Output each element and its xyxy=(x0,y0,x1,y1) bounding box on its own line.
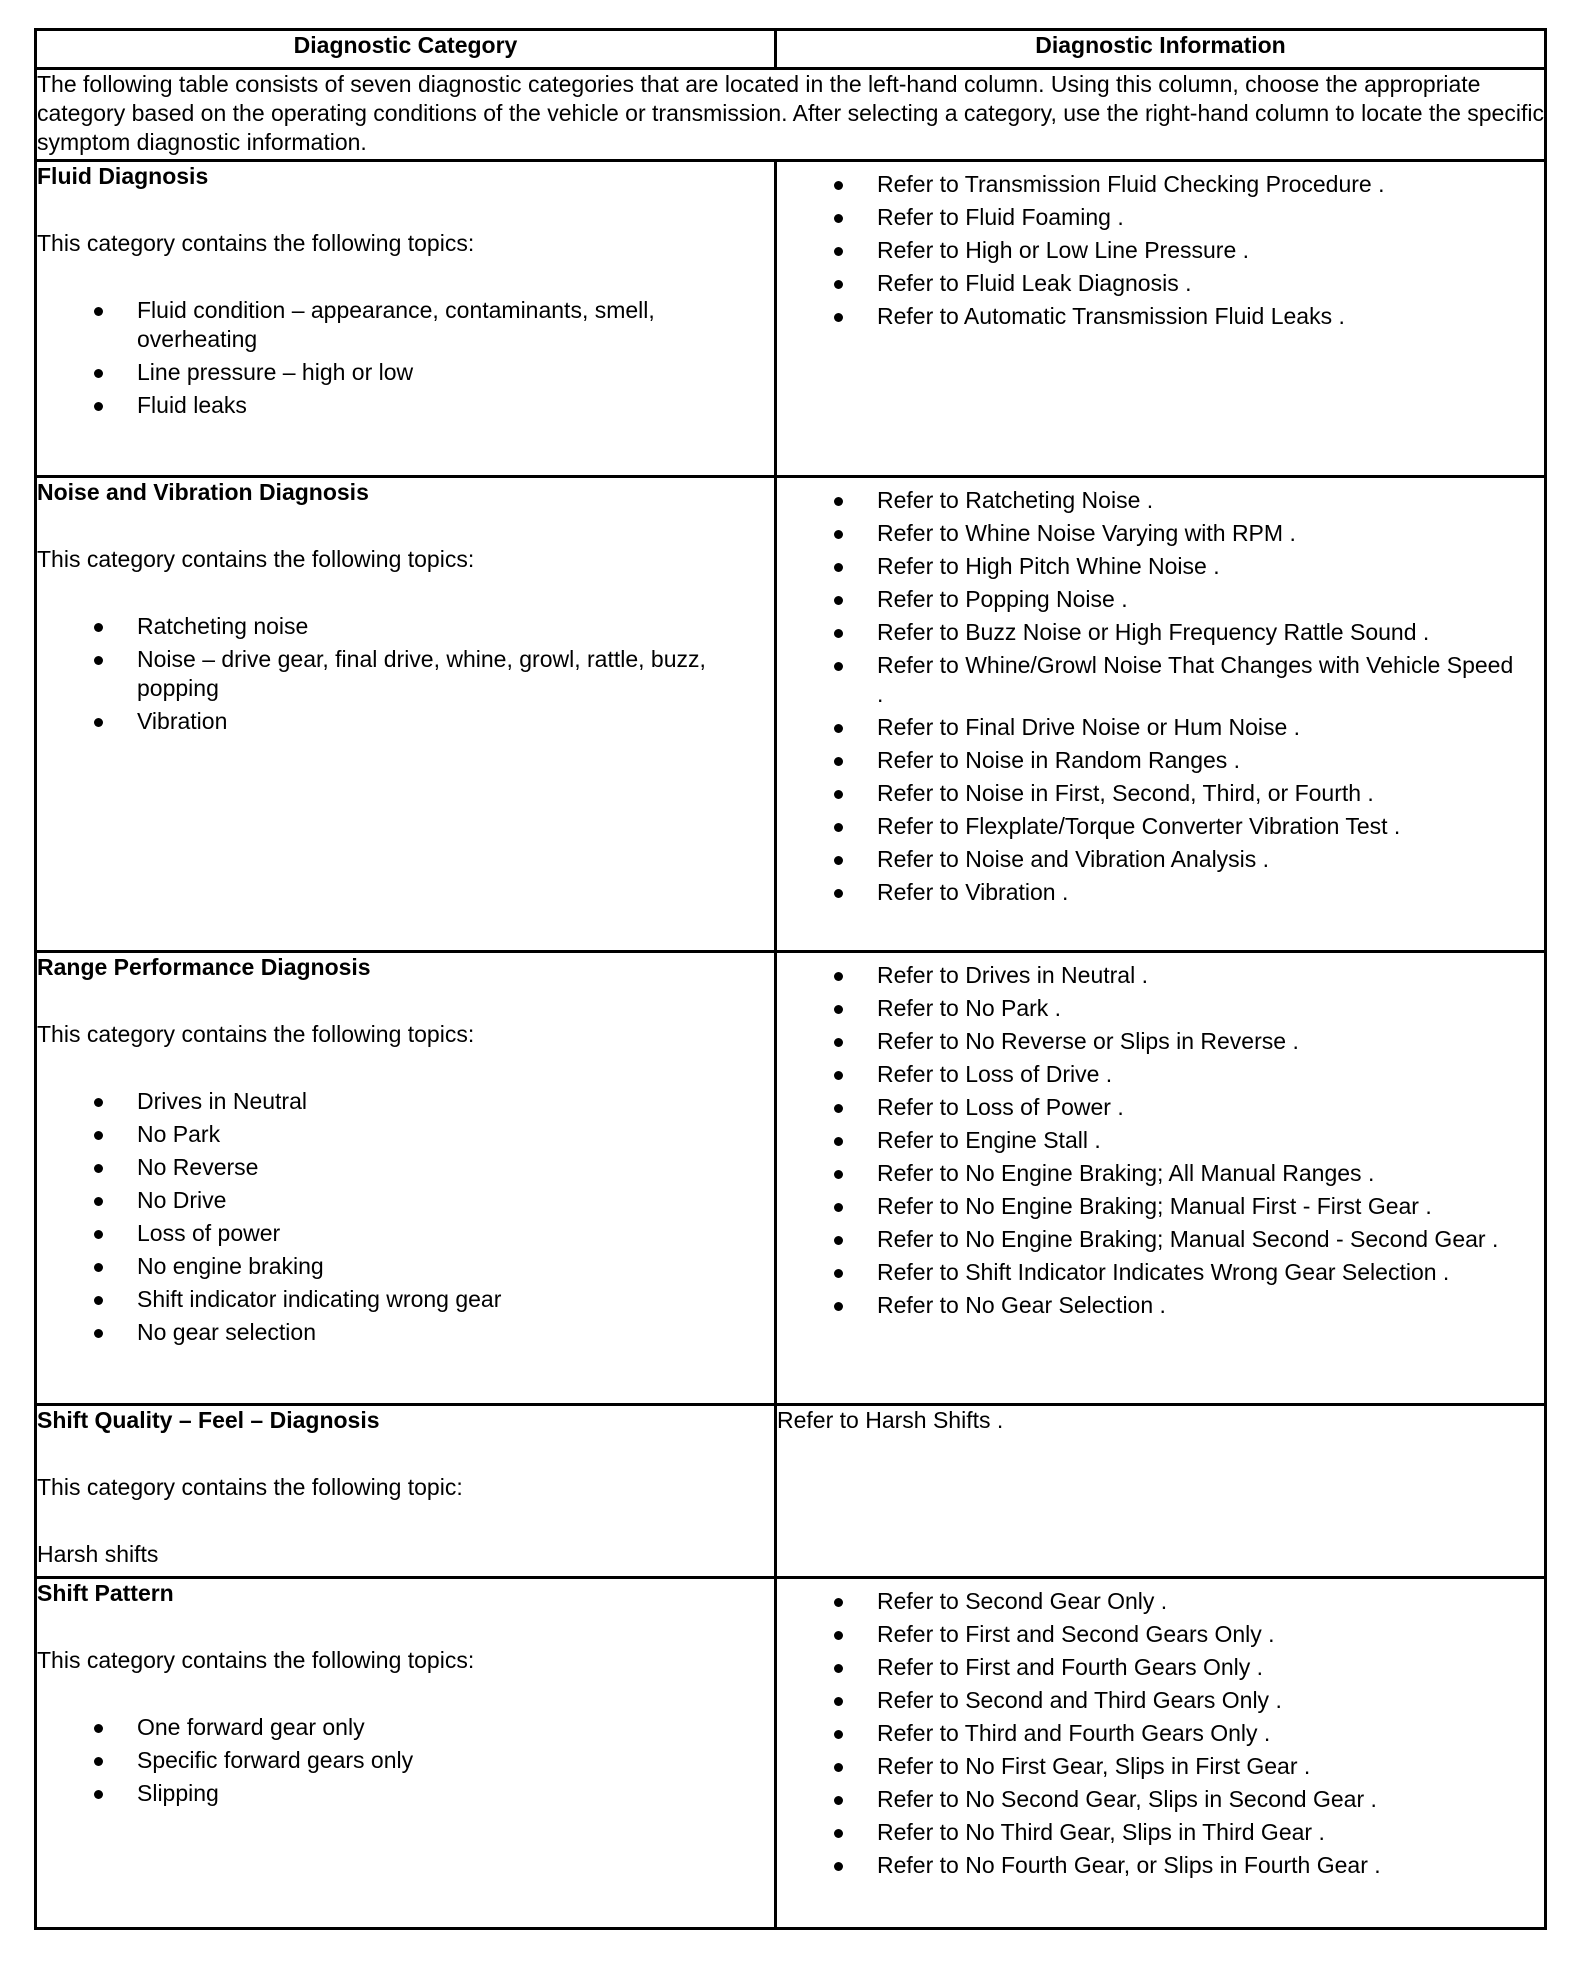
information-cell xyxy=(776,952,1546,1405)
reference-list xyxy=(777,1587,1544,1880)
topic-list xyxy=(37,1087,774,1347)
category-subtitle: This category contains the following topics: xyxy=(37,546,475,572)
topic-item: Drives in Neutral xyxy=(37,1087,774,1116)
topic-item: No Park xyxy=(37,1120,774,1149)
reference-item: Refer to Third and Fourth Gears Only . xyxy=(777,1719,1524,1748)
reference-item: Refer to Fluid Leak Diagnosis . xyxy=(777,269,1524,298)
reference-item: Refer to Noise in First, Second, Third, or Fourth . xyxy=(777,779,1524,808)
intro-row xyxy=(36,69,1546,161)
reference-item: Refer to Whine/Growl Noise That Changes with Vehicle Speed . xyxy=(777,651,1524,709)
reference-item: Refer to Flexplate/Torque Converter Vibration Test . xyxy=(777,812,1524,841)
reference-item: Refer to Loss of Drive . xyxy=(777,1060,1524,1089)
category-subtitle: This category contains the following topics: xyxy=(37,1021,475,1047)
reference-item: Refer to No First Gear, Slips in First Gear . xyxy=(777,1752,1524,1781)
reference-item: Refer to Shift Indicator Indicates Wrong Gear Selection . xyxy=(777,1258,1524,1287)
topic-item: One forward gear only xyxy=(37,1713,774,1742)
diagnostic-table xyxy=(34,28,1547,1930)
reference-item: Refer to Whine Noise Varying with RPM . xyxy=(777,519,1524,548)
category-title: Shift Quality – Feel – Diagnosis xyxy=(37,1407,380,1433)
topic-item: No Drive xyxy=(37,1186,774,1215)
information-cell xyxy=(776,161,1546,477)
category-subtitle: This category contains the following topic: xyxy=(37,1474,463,1500)
topic-item: Slipping xyxy=(37,1779,774,1808)
reference-list xyxy=(777,486,1544,907)
category-title: Fluid Diagnosis xyxy=(37,163,209,189)
topic-item: Vibration xyxy=(37,707,774,736)
topic-item: Ratcheting noise xyxy=(37,612,774,641)
topic-list xyxy=(37,1713,774,1808)
category-subtitle: This category contains the following topics: xyxy=(37,230,475,256)
reference-item: Refer to Noise and Vibration Analysis . xyxy=(777,845,1524,874)
category-cell xyxy=(36,1405,776,1578)
reference-item: Refer to Second Gear Only . xyxy=(777,1587,1524,1616)
reference-item: Refer to Automatic Transmission Fluid Leaks . xyxy=(777,302,1524,331)
reference-list xyxy=(777,170,1544,331)
reference-item: Refer to Noise in Random Ranges . xyxy=(777,746,1524,775)
category-row xyxy=(36,477,1546,952)
category-row xyxy=(36,161,1546,477)
reference-item: Refer to High Pitch Whine Noise . xyxy=(777,552,1524,581)
reference-item: Refer to Transmission Fluid Checking Procedure . xyxy=(777,170,1524,199)
reference-item: Refer to No Third Gear, Slips in Third Gear . xyxy=(777,1818,1524,1847)
topic-list xyxy=(37,612,774,736)
reference-item: Refer to First and Fourth Gears Only . xyxy=(777,1653,1524,1682)
topic-item: Fluid leaks xyxy=(37,391,774,420)
category-cell xyxy=(36,952,776,1405)
topic-item: Fluid condition – appearance, contaminants, smell, overheating xyxy=(37,296,774,354)
reference-item: Refer to Second and Third Gears Only . xyxy=(777,1686,1524,1715)
reference-item: Refer to First and Second Gears Only . xyxy=(777,1620,1524,1649)
topic-item: No engine braking xyxy=(37,1252,774,1281)
information-cell xyxy=(776,477,1546,952)
topic-item: Line pressure – high or low xyxy=(37,358,774,387)
reference-item: Refer to High or Low Line Pressure . xyxy=(777,236,1524,265)
topic-item: No Reverse xyxy=(37,1153,774,1182)
reference-item: Refer to Loss of Power . xyxy=(777,1093,1524,1122)
reference-item: Refer to No Engine Braking; Manual First - First Gear . xyxy=(777,1192,1524,1221)
category-title: Range Performance Diagnosis xyxy=(37,954,371,980)
category-row xyxy=(36,1578,1546,1929)
reference-item: Refer to No Engine Braking; Manual Second - Second Gear . xyxy=(777,1225,1524,1254)
reference-item: Refer to Harsh Shifts . xyxy=(777,1407,1004,1433)
category-subtitle: This category contains the following topics: xyxy=(37,1647,475,1673)
header-row xyxy=(36,30,1546,69)
header-diagnostic-category: Diagnostic Category xyxy=(36,30,776,69)
reference-item: Refer to Vibration . xyxy=(777,878,1524,907)
topic-item: No gear selection xyxy=(37,1318,774,1347)
category-title: Shift Pattern xyxy=(37,1580,174,1606)
topic-item: Shift indicator indicating wrong gear xyxy=(37,1285,774,1314)
topic-list xyxy=(37,296,774,420)
topic-item: Noise – drive gear, final drive, whine, growl, rattle, buzz, popping xyxy=(37,645,774,703)
category-title: Noise and Vibration Diagnosis xyxy=(37,479,369,505)
reference-item: Refer to No Park . xyxy=(777,994,1524,1023)
reference-item: Refer to No Gear Selection . xyxy=(777,1291,1524,1320)
category-cell xyxy=(36,1578,776,1929)
reference-item: Refer to No Second Gear, Slips in Second Gear . xyxy=(777,1785,1524,1814)
reference-item: Refer to Popping Noise . xyxy=(777,585,1524,614)
reference-item: Refer to Final Drive Noise or Hum Noise . xyxy=(777,713,1524,742)
reference-item: Refer to Ratcheting Noise . xyxy=(777,486,1524,515)
reference-item: Refer to Fluid Foaming . xyxy=(777,203,1524,232)
reference-list xyxy=(777,961,1544,1320)
reference-item: Refer to No Fourth Gear, or Slips in Fourth Gear . xyxy=(777,1851,1524,1880)
category-row xyxy=(36,1405,1546,1578)
topic-item: Harsh shifts xyxy=(37,1541,159,1567)
information-cell xyxy=(776,1405,1546,1578)
intro-text: The following table consists of seven diagnostic categories that are located in the left-hand column. Using this column, choose the appropriate category based on the operating conditions of the vehicle or transmission. After selecting a category, use the right-hand column to locate the specific symptom diagnostic information. xyxy=(36,69,1546,161)
reference-item: Refer to Drives in Neutral . xyxy=(777,961,1524,990)
topic-item: Specific forward gears only xyxy=(37,1746,774,1775)
category-cell xyxy=(36,161,776,477)
information-cell xyxy=(776,1578,1546,1929)
reference-item: Refer to No Engine Braking; All Manual Ranges . xyxy=(777,1159,1524,1188)
reference-item: Refer to Buzz Noise or High Frequency Rattle Sound . xyxy=(777,618,1524,647)
topic-item: Loss of power xyxy=(37,1219,774,1248)
category-row xyxy=(36,952,1546,1405)
header-diagnostic-information: Diagnostic Information xyxy=(776,30,1546,69)
category-cell xyxy=(36,477,776,952)
reference-item: Refer to Engine Stall . xyxy=(777,1126,1524,1155)
reference-item: Refer to No Reverse or Slips in Reverse . xyxy=(777,1027,1524,1056)
